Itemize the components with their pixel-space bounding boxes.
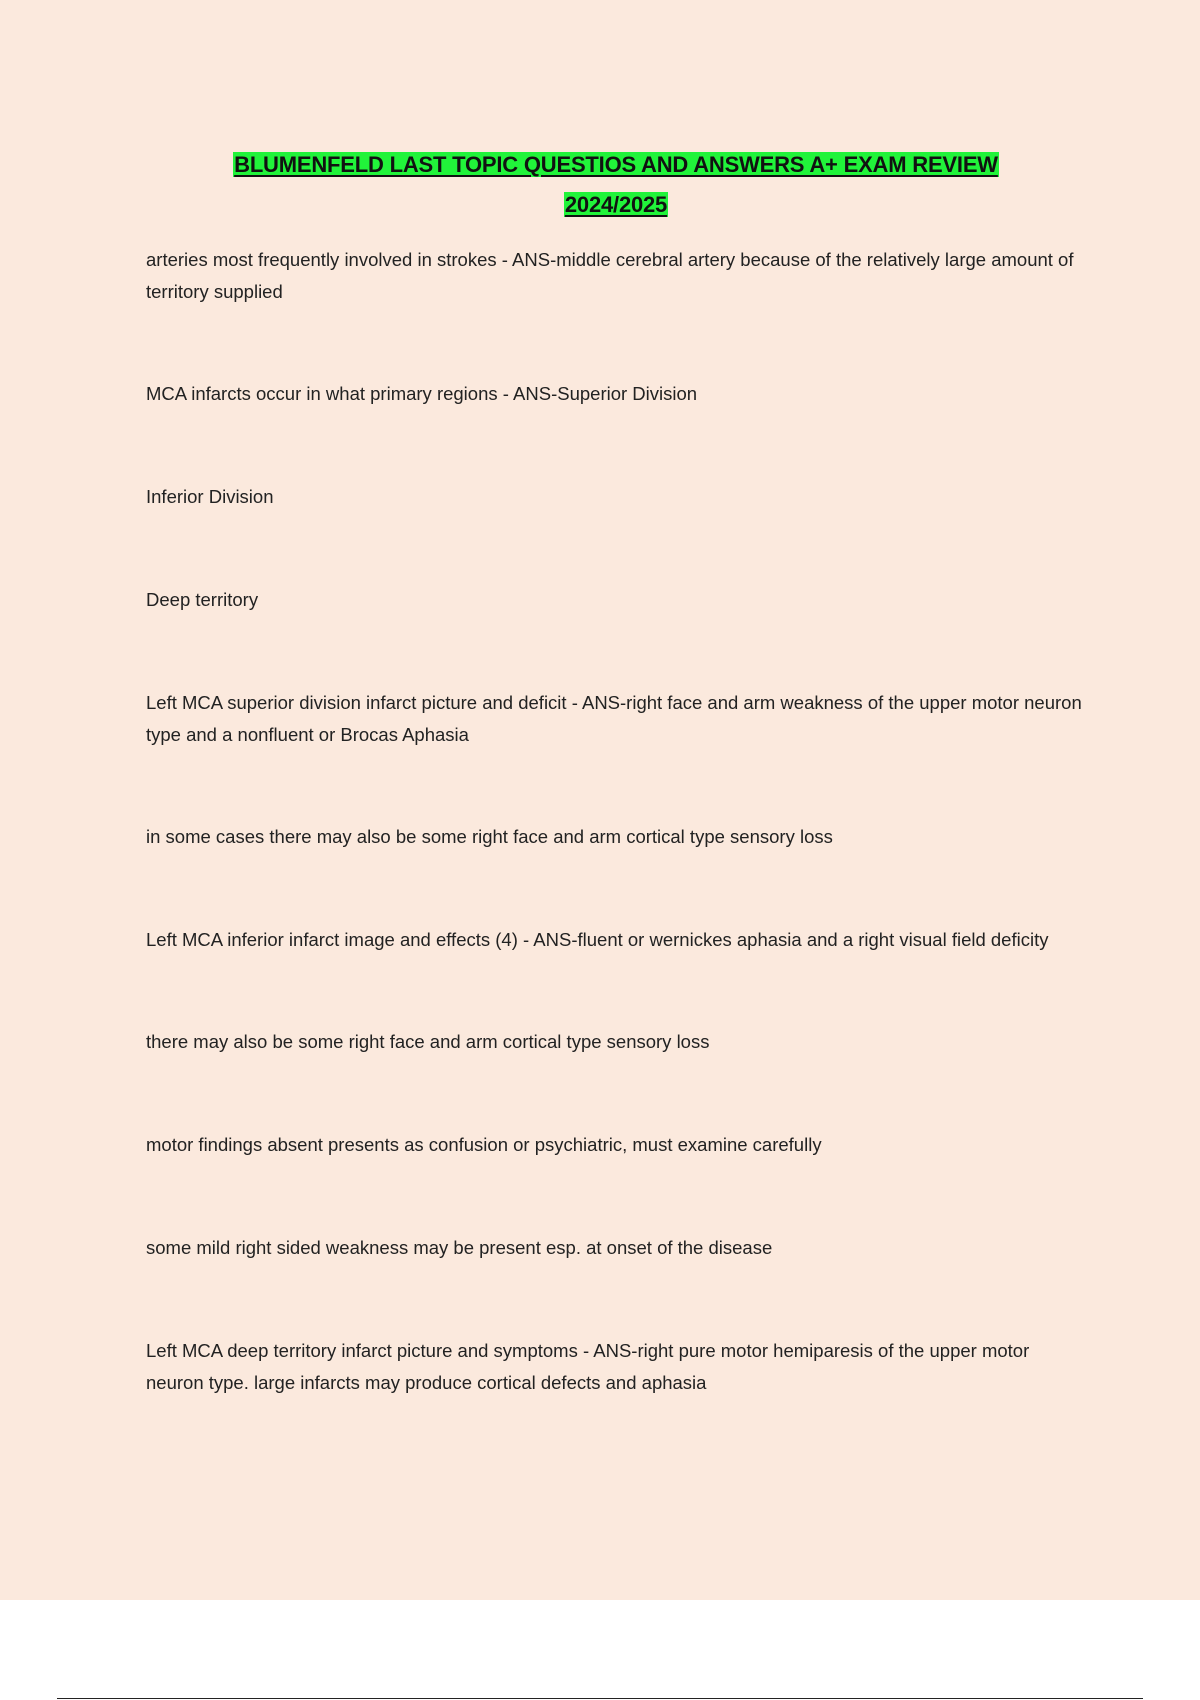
qa-paragraph: Left MCA inferior infarct image and effects (4) - ANS-fluent or wernickes aphasia and a right visual field deficity bbox=[146, 929, 1049, 950]
document-body bbox=[146, 244, 1086, 1469]
qa-paragraph: Inferior Division bbox=[146, 486, 274, 507]
document-title-line-2: 2024/2025 bbox=[564, 192, 668, 217]
qa-paragraph: motor findings absent presents as confusion or psychiatric, must examine carefully bbox=[146, 1134, 822, 1155]
qa-paragraph: Left MCA deep territory infarct picture and symptoms - ANS-right pure motor hemiparesis of the upper motor neuron type. large infarcts may produce cortical defects and aphasia bbox=[146, 1340, 1030, 1393]
qa-paragraph: Left MCA superior division infarct picture and deficit - ANS-right face and arm weakness of the upper motor neuron type and a nonfluent or Brocas Aphasia bbox=[146, 692, 1082, 745]
qa-paragraph: arteries most frequently involved in strokes - ANS-middle cerebral artery because of the relatively large amount of territory supplied bbox=[146, 249, 1074, 302]
footer-divider bbox=[57, 1698, 1143, 1699]
document-title-line-1: BLUMENFELD LAST TOPIC QUESTIOS AND ANSWERS A+ EXAM REVIEW bbox=[234, 152, 998, 177]
qa-paragraph: in some cases there may also be some right face and arm cortical type sensory loss bbox=[146, 826, 833, 847]
qa-paragraph: Deep territory bbox=[146, 589, 259, 610]
document-title bbox=[0, 145, 1200, 225]
qa-paragraph: MCA infarcts occur in what primary regions - ANS-Superior Division bbox=[146, 383, 698, 404]
qa-paragraph: some mild right sided weakness may be present esp. at onset of the disease bbox=[146, 1237, 773, 1258]
qa-paragraph: there may also be some right face and arm cortical type sensory loss bbox=[146, 1031, 710, 1052]
